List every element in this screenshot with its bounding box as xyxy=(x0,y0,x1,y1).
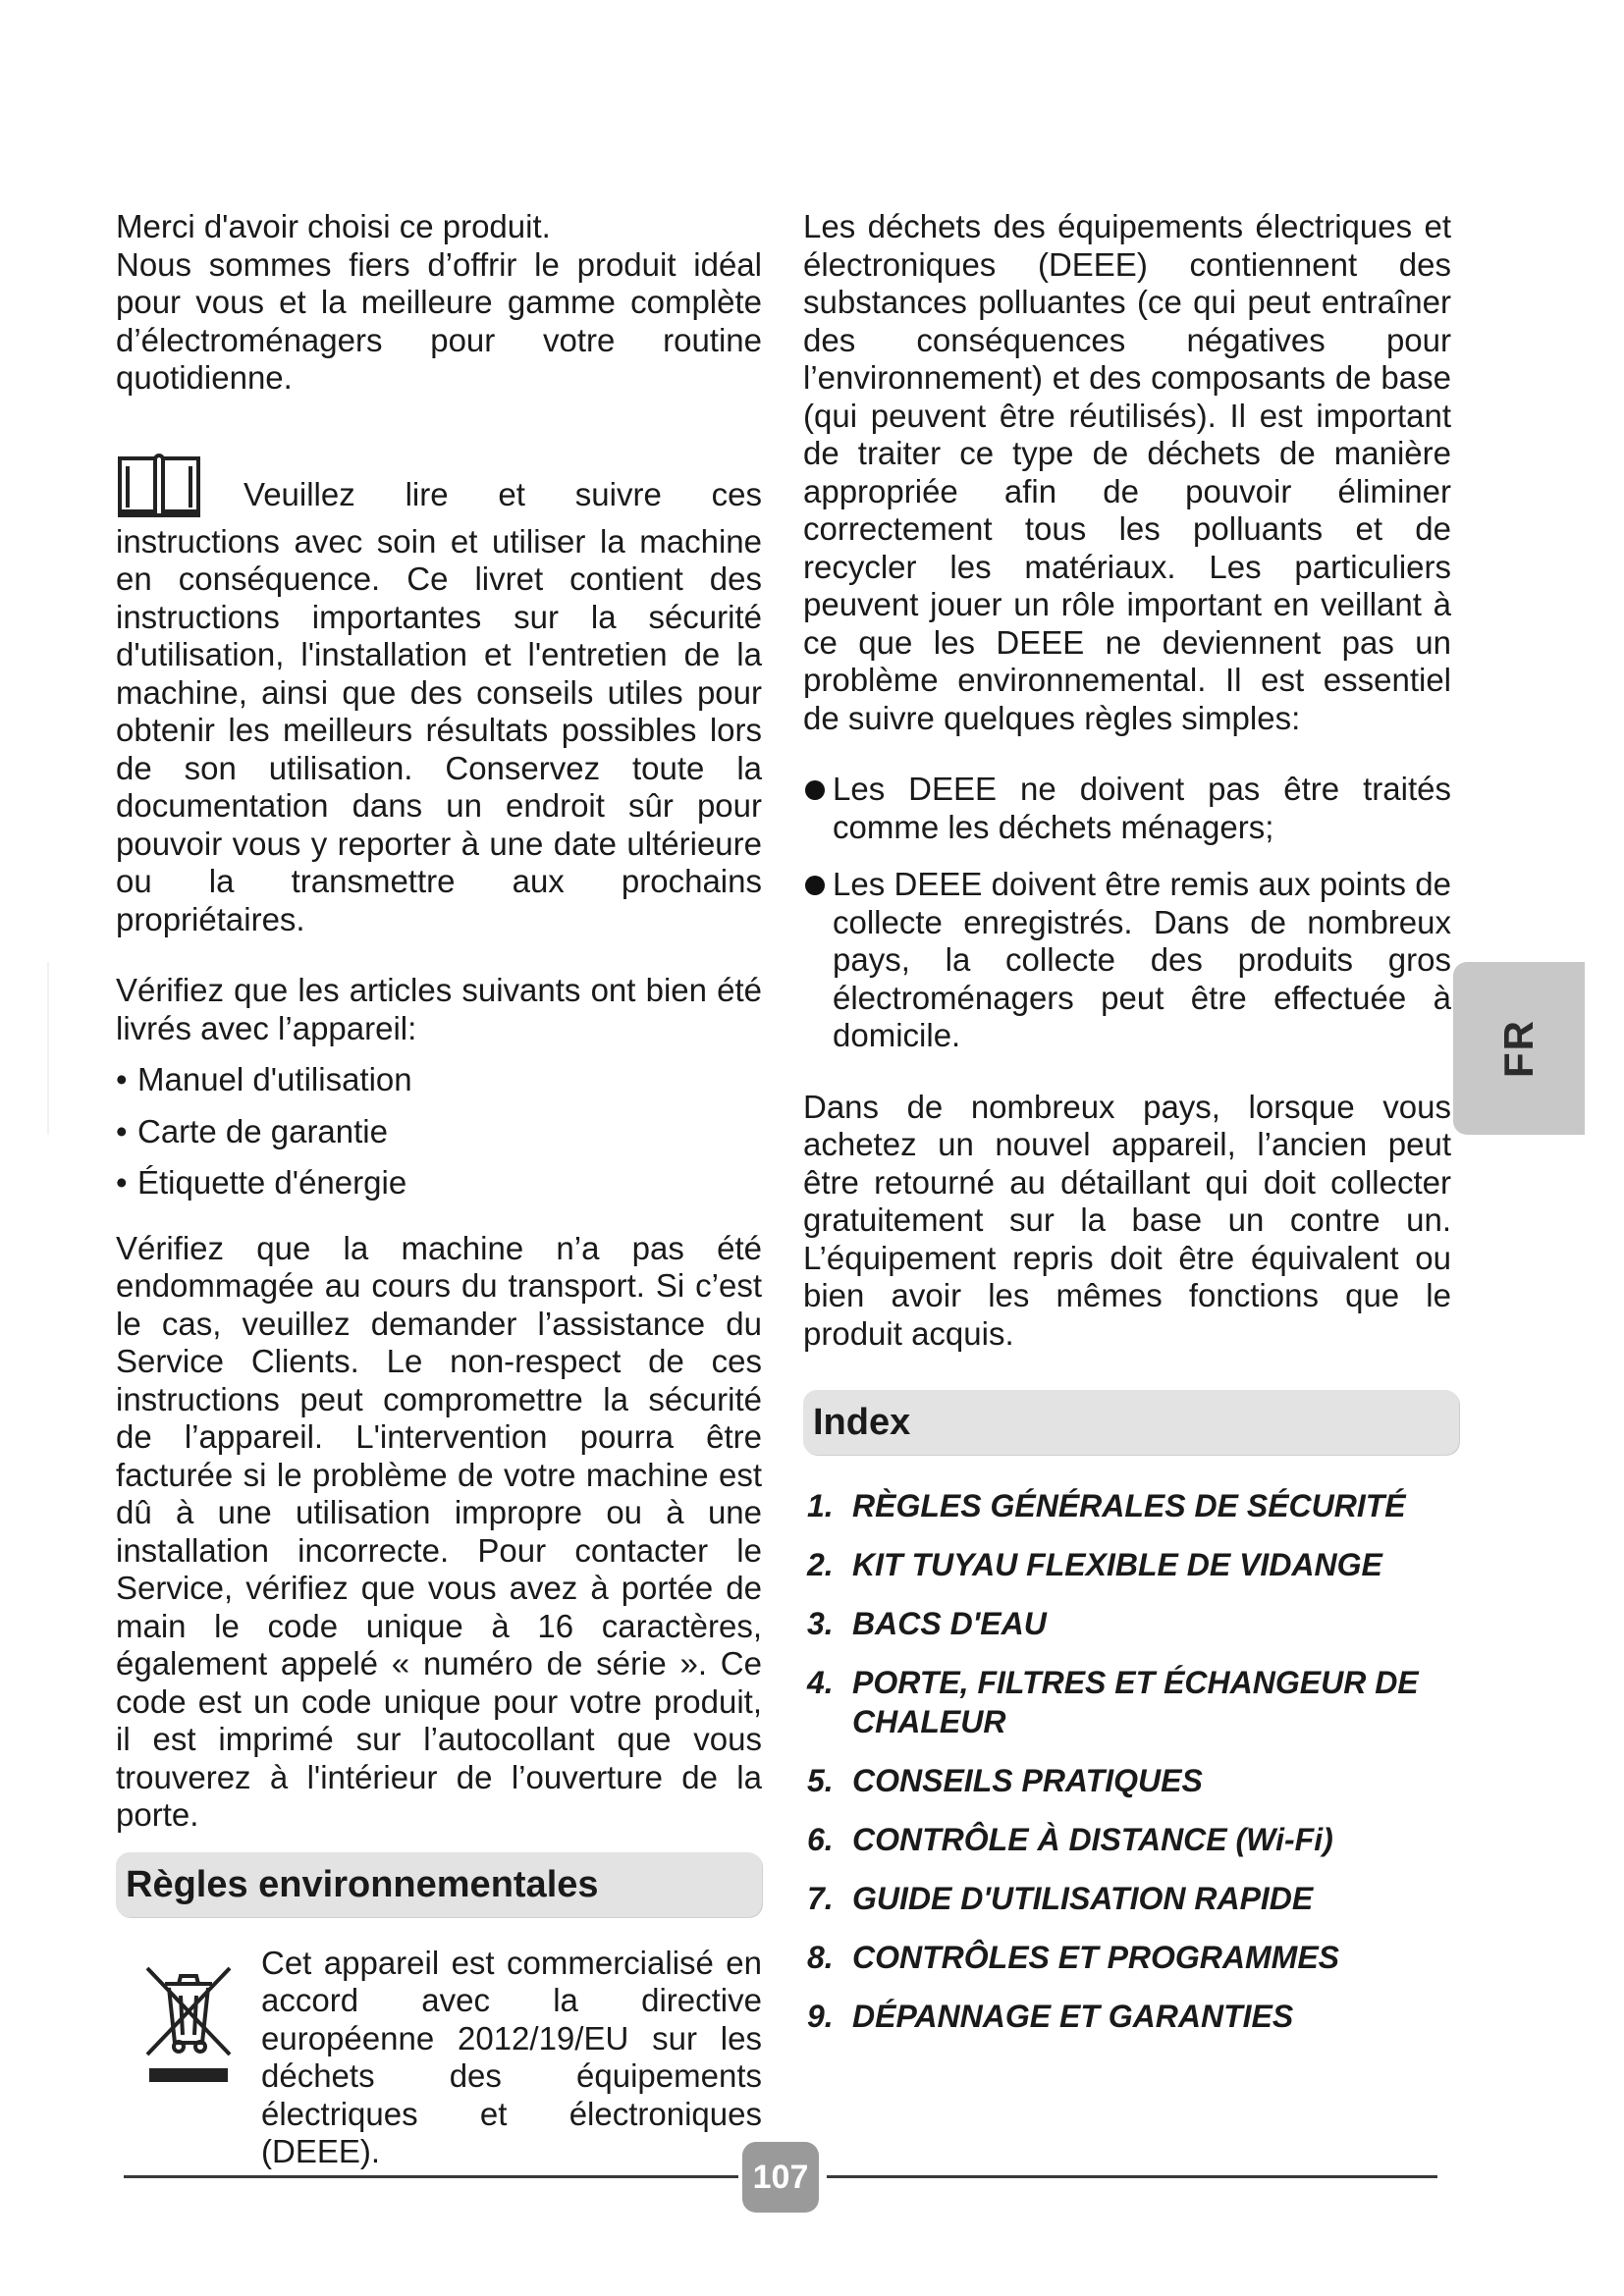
weee-rules-list xyxy=(803,771,1451,1055)
weee-intro-para: Les déchets des équipements électriques et électroniques (DEEE) contiennent des substances polluantes (ce qui peut entraîner des conséquences négatives pour l’environnement) et des composants de base (qui peuvent être réutilisés). Il est important de traiter ce type de déchets de manière appropriée afin de pouvoir éliminer correctement tous les polluants et de recycler les matériaux. Les particuliers peuvent jouer un rôle important en veillant à ce que les DEEE ne deviennent pas un problème environnemental. Il est essentiel de suivre quelques règles simples: xyxy=(803,208,1451,736)
intro-thanks: Merci d'avoir choisi ce produit. xyxy=(116,208,551,244)
crossed-bin-icon xyxy=(116,1945,261,2171)
index-item-9[interactable]: 9. DÉPANNAGE ET GARANTIES xyxy=(807,1999,1294,2034)
index-item-7[interactable]: 7. GUIDE D'UTILISATION RAPIDE xyxy=(807,1881,1314,1916)
delivered-items-list xyxy=(116,1061,762,1202)
list-item: • Étiquette d'énergie xyxy=(116,1164,407,1201)
intro-proud: Nous sommes fiers d’offrir le produit idéal pour vous et la meilleure gamme complète d’électroménagers pour votre routine quotidienne. xyxy=(116,245,762,396)
right-column xyxy=(803,208,1451,2056)
read-instructions-text: Veuillez lire et suivre ces instructions avec soin et utiliser la machine en conséquence. Ce livret contient des instructions importantes sur la sécurité d'utilisation, l'installation et l'entretien de la machine, ainsi que des conseils utiles pour obtenir les meilleurs résultats possibles lors de son utilisation. Conservez toute la documentation dans un endroit sûr pour pouvoir vous y reporter à une date ultérieure ou la transmettre aux prochains propriétaires. xyxy=(116,475,762,937)
verify-items-intro: Vérifiez que les articles suivants ont bien été livrés avec l’appareil: xyxy=(116,972,762,1046)
language-tab xyxy=(1453,962,1585,1135)
weee-directive-text: Cet appareil est commercialisé en accord avec la directive européenne 2012/19/EU sur les déchets des équipements électriques et électroniques (DEEE). xyxy=(261,1944,762,2169)
index-item-2[interactable]: 2. KIT TUYAU FLEXIBLE DE VIDANGE xyxy=(807,1547,1382,1582)
left-column xyxy=(116,208,762,2171)
page-number: 107 xyxy=(742,2142,819,2213)
weee-directive-row xyxy=(116,1945,762,2171)
index-heading: Index xyxy=(803,1390,1459,1455)
return-old-appliance-para: Dans de nombreux pays, lorsque vous achetez un nouvel appareil, l’ancien peut être retourné au détaillant qui doit collecter gratuitement sur la base un contre un. L’équipement repris doit être équivalent ou bien avoir les mêmes fonctions que le produit acquis. xyxy=(803,1088,1451,1352)
book-icon xyxy=(116,451,238,523)
list-item: • Manuel d'utilisation xyxy=(116,1061,412,1097)
margin-mark xyxy=(47,962,49,1135)
language-tab-label: FR xyxy=(1495,1019,1542,1078)
read-instructions-para xyxy=(116,476,762,939)
footer-divider-right xyxy=(827,2175,1437,2178)
index-item-8[interactable]: 8. CONTRÔLES ET PROGRAMMES xyxy=(807,1940,1340,1975)
index-item-6[interactable]: 6. CONTRÔLE À DISTANCE (Wi-Fi) xyxy=(807,1822,1333,1857)
index-item-1[interactable]: 1. RÈGLES GÉNÉRALES DE SÉCURITÉ xyxy=(807,1488,1406,1523)
list-item: Les DEEE doivent être remis aux points de collecte enregistrés. Dans de nombreux pays, la collecte des produits gros électroménagers peut être effectuée à domicile. xyxy=(803,866,1451,1055)
list-item: • Carte de garantie xyxy=(116,1112,388,1149)
bullet-icon xyxy=(805,876,825,895)
bullet-icon xyxy=(805,780,825,800)
damage-check-para: Vérifiez que la machine n’a pas été endommagée au cours du transport. Si c’est le cas, veuillez demander l’assistance du Service Clients. Le non-respect de ces instructions peut compromettre la sécurité de l’appareil. L'intervention pourra être facturée si le problème de votre machine est dû à une utilisation impropre ou à une installation incorrecte. Pour contacter le Service, vérifiez que vous avez à portée de main le code unique à 16 caractères, également appelé « numéro de série ». Ce code est un code unique pour votre produit, il est imprimé sur l’autocollant que vous trouverez à l'intérieur de l’ouverture de la porte. xyxy=(116,1229,762,1833)
index-item-4[interactable]: 4. PORTE, FILTRES ET ÉCHANGEUR DE CHALEUR xyxy=(807,1665,1419,1739)
list-item: Les DEEE ne doivent pas être traités comme les déchets ménagers; xyxy=(803,771,1451,846)
footer-divider-left xyxy=(124,2175,738,2178)
index-item-5[interactable]: 5. CONSEILS PRATIQUES xyxy=(807,1763,1203,1798)
index-list xyxy=(807,1486,1451,2036)
env-rules-heading: Règles environnementales xyxy=(116,1852,762,1917)
index-item-3[interactable]: 3. BACS D'EAU xyxy=(807,1606,1047,1641)
